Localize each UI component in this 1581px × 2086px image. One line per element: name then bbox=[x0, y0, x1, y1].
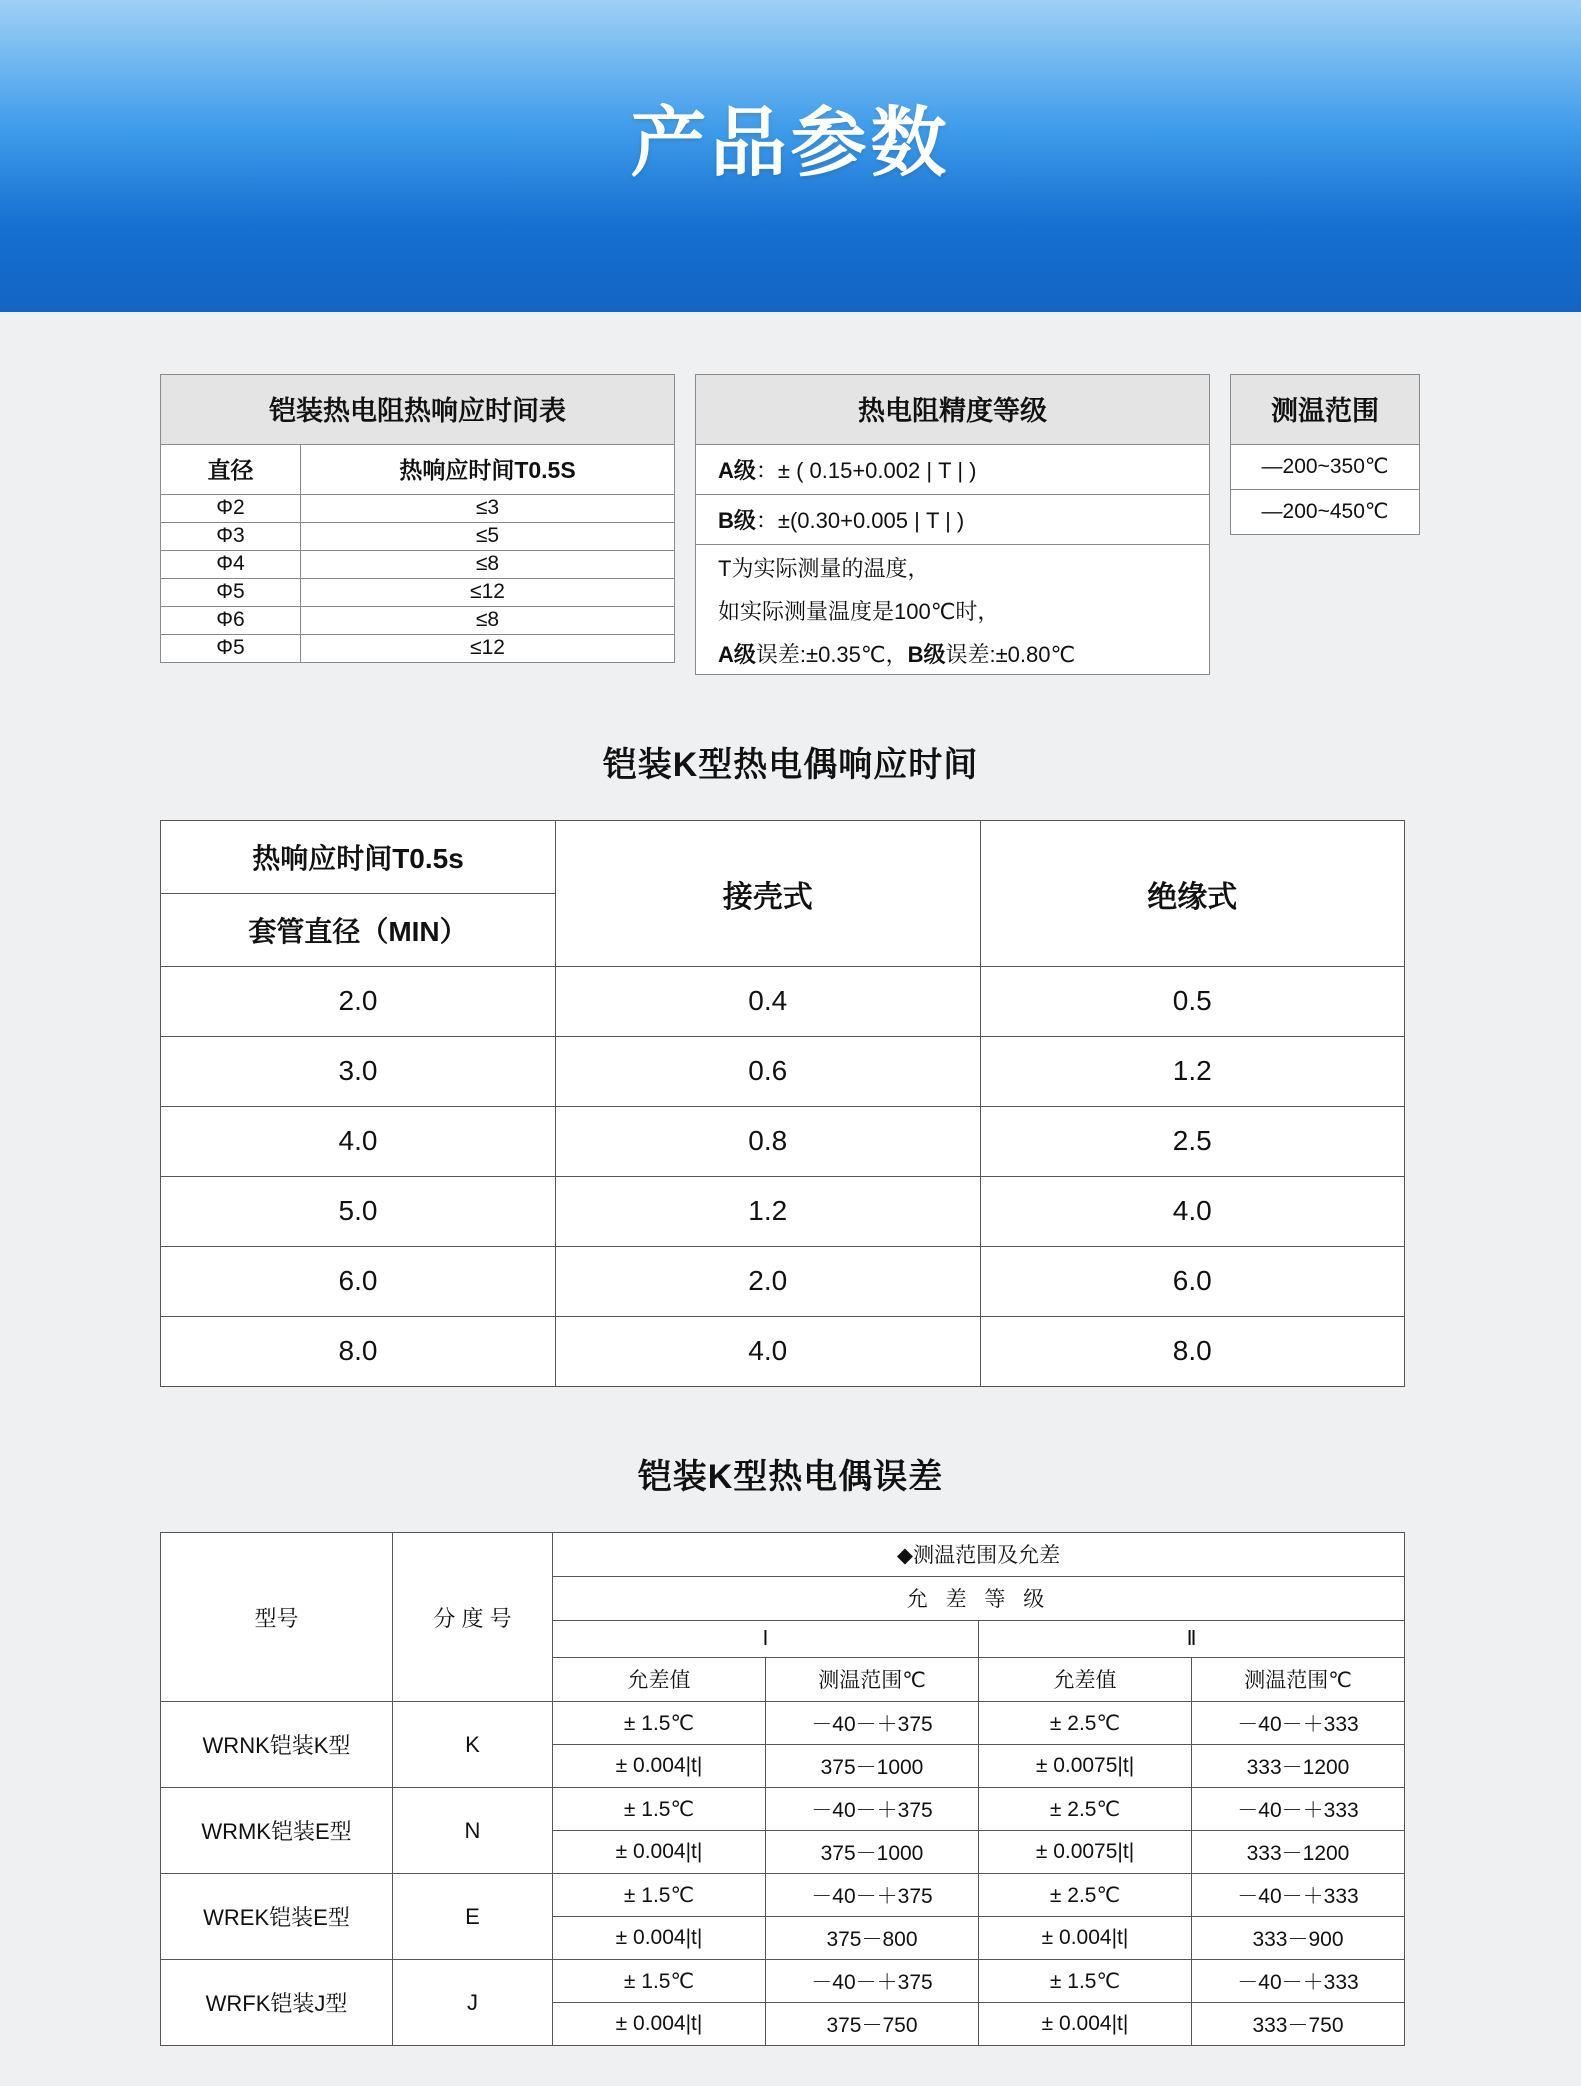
table-row bbox=[161, 1107, 1405, 1177]
cell-diameter: Φ6 bbox=[161, 607, 301, 635]
error-subcol-tol1: 允差值 bbox=[553, 1658, 766, 1702]
cell-time: ≤3 bbox=[301, 495, 675, 523]
k-response-header-cell bbox=[161, 821, 556, 967]
error-level-2: Ⅱ bbox=[979, 1621, 1405, 1658]
table-row bbox=[161, 967, 1405, 1037]
cell-diameter: 4.0 bbox=[161, 1107, 556, 1177]
error-span-title: ◆测温范围及允差 bbox=[553, 1533, 1405, 1577]
table-row bbox=[696, 545, 1210, 589]
cell-range-2: 333－1200 bbox=[1192, 1831, 1405, 1874]
cell-insulated: 0.5 bbox=[980, 967, 1405, 1037]
k-response-header-line1: 热响应时间T0.5s bbox=[161, 821, 555, 894]
cell-tolerance-1: ± 1.5℃ bbox=[553, 1788, 766, 1831]
table-accuracy-class bbox=[695, 374, 1210, 675]
table-row bbox=[161, 1317, 1405, 1387]
cell-grounded: 4.0 bbox=[556, 1317, 981, 1387]
table-row bbox=[161, 821, 1405, 967]
cell-range-2: 333－750 bbox=[1192, 2003, 1405, 2046]
accuracy-note-1: T为实际测量的温度， bbox=[718, 556, 930, 581]
cell-range-1: 375－750 bbox=[766, 2003, 979, 2046]
cell-tolerance-1: ± 0.004|t| bbox=[553, 1917, 766, 1960]
cell-grade: J bbox=[393, 1960, 553, 2046]
cell-range-2: 333－900 bbox=[1192, 1917, 1405, 1960]
page-title: 产品参数 bbox=[630, 101, 951, 186]
table-temperature-range bbox=[1230, 374, 1420, 535]
table-row bbox=[696, 495, 1210, 545]
cell-range-1: 375－1000 bbox=[766, 1745, 979, 1788]
class-a-label: A级 bbox=[718, 458, 756, 483]
cell-grade: E bbox=[393, 1874, 553, 1960]
cell-tolerance-1: ± 1.5℃ bbox=[553, 1702, 766, 1745]
cell-tolerance-1: ± 1.5℃ bbox=[553, 1874, 766, 1917]
k-response-col-grounded: 接壳式 bbox=[556, 821, 981, 967]
cell-range-2: －40－＋333 bbox=[1192, 1788, 1405, 1831]
cell-diameter: 2.0 bbox=[161, 967, 556, 1037]
table-row bbox=[161, 445, 675, 495]
cell-grounded: 0.6 bbox=[556, 1037, 981, 1107]
error-tolerance-title: 允 差 等 级 bbox=[553, 1577, 1405, 1621]
cell-grade: N bbox=[393, 1788, 553, 1874]
table-row bbox=[161, 1960, 1405, 2003]
error-a-label: A级 bbox=[718, 642, 756, 667]
section-title-k-error: 铠装K型热电偶误差 bbox=[637, 1458, 944, 1496]
table-row bbox=[161, 523, 675, 551]
table-row bbox=[161, 635, 675, 663]
cell-time: ≤12 bbox=[470, 636, 505, 659]
table-row bbox=[696, 445, 1210, 495]
cell-diameter: 5.0 bbox=[161, 1177, 556, 1247]
table-row bbox=[161, 1533, 1405, 1577]
cell-tolerance-2: ± 0.0075|t| bbox=[979, 1831, 1192, 1874]
accuracy-title: 热电阻精度等级 bbox=[696, 375, 1210, 445]
accuracy-error-line bbox=[696, 631, 1210, 675]
table-row bbox=[161, 579, 675, 607]
error-b-value: 误差:±0.80℃ bbox=[945, 642, 1076, 667]
rtd-response-title: 铠装热电阻热响应时间表 bbox=[161, 375, 675, 445]
cell-diameter: Φ5 bbox=[161, 579, 301, 607]
cell-time: ≤8 bbox=[301, 607, 675, 635]
class-b-label: B级 bbox=[718, 508, 756, 533]
rtd-col-diameter: 直径 bbox=[161, 445, 301, 495]
cell-grounded: 0.4 bbox=[556, 967, 981, 1037]
cell-grade: K bbox=[393, 1702, 553, 1788]
cell-model: WRMK铠装E型 bbox=[161, 1788, 393, 1874]
cell-diameter: Φ2 bbox=[161, 495, 301, 523]
cell-insulated: 2.5 bbox=[980, 1107, 1405, 1177]
cell-grounded: 0.8 bbox=[556, 1107, 981, 1177]
cell-tolerance-2: ± 0.004|t| bbox=[979, 2003, 1192, 2046]
table-row bbox=[161, 375, 675, 445]
cell-tolerance-2: ± 2.5℃ bbox=[979, 1874, 1192, 1917]
cell-grounded: 1.2 bbox=[556, 1177, 981, 1247]
cell-time: ≤12 bbox=[301, 579, 675, 607]
cell-insulated: 4.0 bbox=[980, 1177, 1405, 1247]
cell-range-1: －40－＋375 bbox=[766, 1702, 979, 1745]
table-row bbox=[161, 1702, 1405, 1745]
cell-time: ≤5 bbox=[301, 523, 675, 551]
table-row bbox=[1231, 445, 1420, 490]
cell-tolerance-2: ± 0.004|t| bbox=[979, 1917, 1192, 1960]
section-title-k-response: 铠装K型热电偶响应时间 bbox=[602, 746, 979, 784]
table-row bbox=[161, 1177, 1405, 1247]
accuracy-class-b bbox=[696, 495, 1210, 545]
cell-time: ≤8 bbox=[301, 551, 675, 579]
table-row bbox=[161, 551, 675, 579]
table-row bbox=[696, 588, 1210, 631]
cell-model: WREK铠装E型 bbox=[161, 1874, 393, 1960]
table-row bbox=[161, 495, 675, 523]
table-row bbox=[161, 1874, 1405, 1917]
cell-range-1: －40－＋375 bbox=[766, 1874, 979, 1917]
cell-range-2: －40－＋333 bbox=[1192, 1874, 1405, 1917]
cell-diameter: 8.0 bbox=[161, 1317, 556, 1387]
page-banner bbox=[0, 0, 1581, 312]
table-k-thermocouple-response bbox=[160, 820, 1405, 1387]
cell-diameter: Φ3 bbox=[161, 523, 301, 551]
cell-tolerance-1: ± 0.004|t| bbox=[553, 2003, 766, 2046]
accuracy-class-a bbox=[696, 445, 1210, 495]
error-col-grade: 分 度 号 bbox=[393, 1533, 553, 1702]
error-a-value: 误差:±0.35℃， bbox=[755, 642, 908, 667]
cell-range-1: 375－1000 bbox=[766, 1831, 979, 1874]
error-subcol-range1: 测温范围℃ bbox=[766, 1658, 979, 1702]
table-k-thermocouple-error bbox=[160, 1532, 1405, 2046]
table-row bbox=[696, 375, 1210, 445]
table-row bbox=[161, 1788, 1405, 1831]
error-subcol-range2: 测温范围℃ bbox=[1192, 1658, 1405, 1702]
table-row bbox=[161, 1037, 1405, 1107]
table-rtd-response-time bbox=[160, 374, 675, 663]
content-area bbox=[0, 312, 1581, 2086]
cell-tolerance-2: ± 2.5℃ bbox=[979, 1788, 1192, 1831]
top-tables-row bbox=[0, 312, 1581, 675]
table-row bbox=[1231, 375, 1420, 445]
error-subcol-tol2: 允差值 bbox=[979, 1658, 1192, 1702]
range-value: —200~350℃ bbox=[1231, 445, 1420, 490]
table-row bbox=[1231, 490, 1420, 535]
cell-tolerance-1: ± 1.5℃ bbox=[553, 1960, 766, 2003]
cell-tolerance-2: ± 0.0075|t| bbox=[979, 1745, 1192, 1788]
table-row bbox=[161, 607, 675, 635]
range-value: —200~450℃ bbox=[1261, 500, 1389, 523]
cell-diameter: 3.0 bbox=[161, 1037, 556, 1107]
cell-insulated: 1.2 bbox=[980, 1037, 1405, 1107]
error-b-label: B级 bbox=[907, 642, 946, 667]
k-response-header-line2: 套管直径（MIN） bbox=[248, 916, 468, 947]
rtd-col-time: 热响应时间T0.5S bbox=[301, 445, 675, 495]
cell-diameter: Φ5 bbox=[161, 635, 301, 663]
table-row bbox=[161, 1247, 1405, 1317]
cell-range-1: 375－800 bbox=[766, 1917, 979, 1960]
cell-tolerance-2: ± 1.5℃ bbox=[979, 1960, 1192, 2003]
cell-insulated: 6.0 bbox=[980, 1247, 1405, 1317]
cell-insulated: 8.0 bbox=[980, 1317, 1405, 1387]
cell-tolerance-1: ± 0.004|t| bbox=[553, 1745, 766, 1788]
cell-range-1: －40－＋375 bbox=[766, 1788, 979, 1831]
class-a-formula: ：± ( 0.15+0.002 | T | ) bbox=[755, 458, 977, 483]
error-level-1: Ⅰ bbox=[553, 1621, 979, 1658]
cell-tolerance-2: ± 2.5℃ bbox=[979, 1702, 1192, 1745]
cell-diameter: Φ4 bbox=[161, 551, 301, 579]
cell-range-2: －40－＋333 bbox=[1192, 1702, 1405, 1745]
cell-range-1: －40－＋375 bbox=[766, 1960, 979, 2003]
table-row bbox=[696, 631, 1210, 675]
accuracy-note-2: 如实际测量温度是100℃时， bbox=[718, 599, 1000, 624]
cell-range-2: 333－1200 bbox=[1192, 1745, 1405, 1788]
cell-grounded: 2.0 bbox=[556, 1247, 981, 1317]
k-response-col-insulated: 绝缘式 bbox=[980, 821, 1405, 967]
error-col-model: 型号 bbox=[161, 1533, 393, 1702]
class-b-formula: ：±(0.30+0.005 | T | ) bbox=[755, 508, 965, 533]
cell-tolerance-1: ± 0.004|t| bbox=[553, 1831, 766, 1874]
cell-diameter: 6.0 bbox=[161, 1247, 556, 1317]
range-title: 测温范围 bbox=[1231, 375, 1420, 445]
cell-model: WRNK铠装K型 bbox=[161, 1702, 393, 1788]
cell-range-2: －40－＋333 bbox=[1192, 1960, 1405, 2003]
cell-model: WRFK铠装J型 bbox=[161, 1960, 393, 2046]
